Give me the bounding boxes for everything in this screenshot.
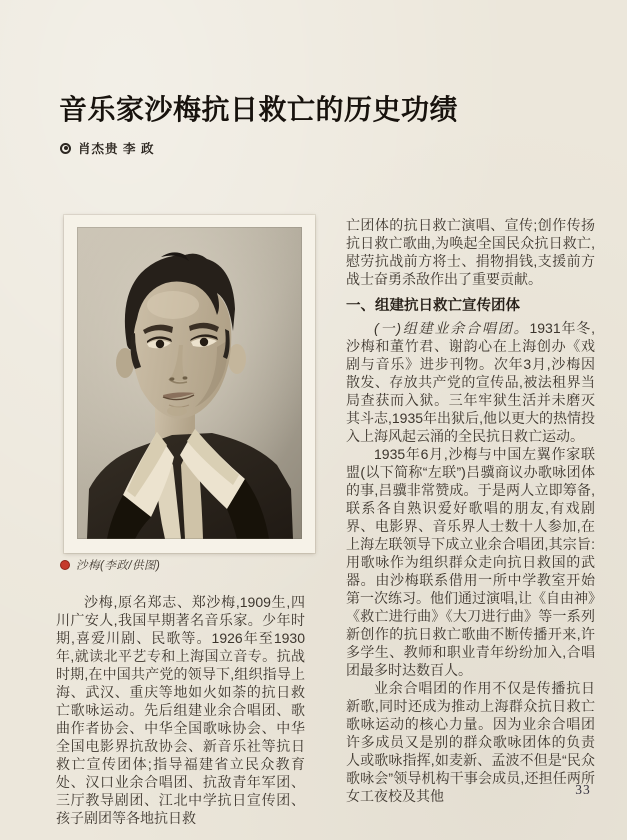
continuation-paragraph: 亡团体的抗日救亡演唱、宣传;创作传扬抗日救亡歌曲,为唤起全国民众抗日救亡,慰劳抗战前方将士、捐物捐钱,支援前方战士奋勇杀敌作出了重要贡献。 [346, 217, 595, 287]
author-line [60, 139, 154, 157]
paragraph-body: 1931年冬,沙梅和董竹君、谢韵心在上海创办《戏剧与音乐》进步刊物。次年3月,沙梅因散发、存放共产党的宣传品,被法租界当局查获而入狱。三年牢狱生活并未磨灭其斗志,1935年出狱后,他以更大的热情投入上海风起云涌的全民抗日救亡运动。 [346, 320, 595, 444]
article-title: 音乐家沙梅抗日救亡的历史功绩 [59, 94, 459, 125]
paragraph [346, 319, 595, 445]
portrait-photo [77, 227, 302, 539]
paragraph: 1935年6月,沙梅与中国左翼作家联盟(以下简称“左联”)吕骥商议办歌咏团体的事,吕骥非常赞成。于是两人立即筹备,联系各自熟识爱好歌唱的朋友,有戏剧界、电影界、音乐界人士数十人参加,在上海左联领导下成立业余合唱团,其宗旨:用歌咏作为组织群众走向抗日救国的武器。由沙梅联系借用一所中学教室开始第一次练习。他们通过演唱,让《自由神》《救亡进行曲》《大刀进行曲》等一系列新创作的抗日救亡歌曲不断传播开来,许多学生、教师和职业青年纷纷加入,合唱团最多时达数百人。 [346, 446, 595, 678]
caption-text: 沙梅(李政/供图) [76, 560, 161, 572]
caption-bullet-icon [60, 560, 70, 570]
section-heading: 一、组建抗日救亡宣传团体 [346, 298, 520, 314]
portrait-figure [64, 215, 315, 553]
left-column [56, 593, 305, 827]
bio-paragraph: 沙梅,原名郑志、郑沙梅,1909生,四川广安人,我国早期著名音乐家。少年时期,喜爱川剧、民歌等。1926年至1930年,就读北平艺专和上海国立音专。抗战时期,在中国共产党的领导下,组织指导上海、武汉、重庆等地如火如荼的抗日救亡歌咏运动。先后组建业余合唱团、歌曲作者协会、中华全国歌咏协会、中华全国电影界抗敌协会、新音乐社等抗日救亡宣传团体;指导福建省立民众教育处、汉口业余合唱团、抗敌青年军团、三厅教导剧团、江北中学抗日宣传团、孩子剧团等各地抗日救 [56, 594, 305, 826]
page-number: 33 [575, 782, 591, 797]
figure-caption [60, 557, 160, 573]
paragraph: 业余合唱团的作用不仅是传播抗日新歌,同时还成为推动上海群众抗日救亡歌咏运动的核心力量。因为业余合唱团许多成员又是别的群众歌咏团体的负责人或歌咏指挥,如麦新、孟波不但是“民众歌咏会”领导机构干事会成员,还担任两所女工夜校及其他 [346, 680, 595, 804]
author-names: 肖杰贵 李 政 [78, 142, 155, 156]
paragraph-lead-kai: (一)组建业余合唱团。 [374, 320, 530, 336]
right-column [346, 216, 595, 805]
bullseye-icon [60, 143, 71, 154]
